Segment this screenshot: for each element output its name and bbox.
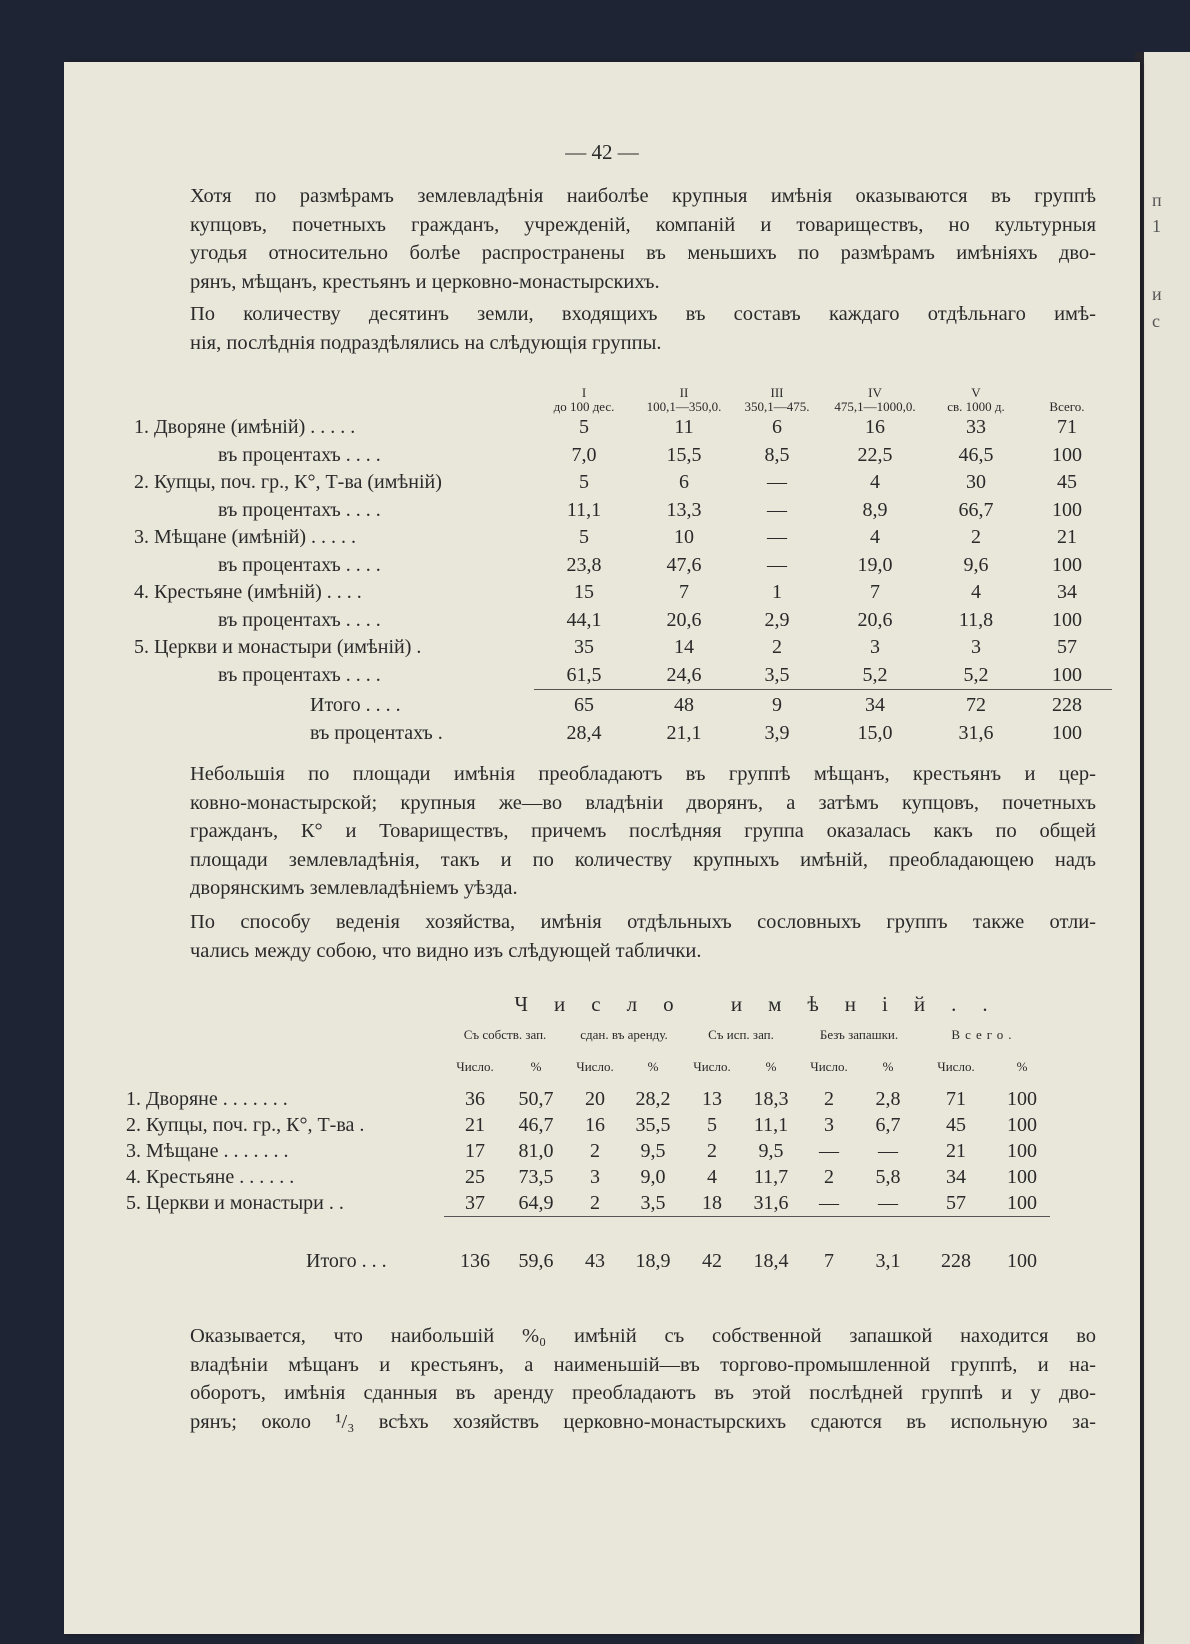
table-cell: 4: [870, 471, 880, 494]
table-cell: 2: [772, 636, 782, 659]
table-cell: 100: [1007, 1165, 1037, 1188]
table-cell: 9,0: [640, 1165, 666, 1188]
sub-header: Число.: [937, 1059, 975, 1074]
table-cell: 100: [1052, 498, 1082, 521]
sub-header: %: [765, 1059, 777, 1074]
table-cell: 21: [1057, 526, 1077, 549]
table-header: [134, 378, 1112, 414]
table-cell: 59,6: [518, 1249, 554, 1272]
table-cell: 2: [590, 1191, 600, 1214]
table-cell: 3,5: [640, 1191, 666, 1214]
table-cell: —: [878, 1191, 898, 1214]
row-label: 5. Церкви и монастыри . .: [126, 1191, 344, 1214]
table-cell: 7: [870, 581, 880, 604]
group-header: Съ исп. зап.: [708, 1027, 774, 1042]
table-cell: 10: [674, 526, 694, 549]
sub-header: %: [1016, 1059, 1028, 1074]
table-cell: 5: [579, 526, 589, 549]
table-cell: 7,0: [571, 443, 597, 466]
text-line: площади землевладѣнія, такъ и по количеству крупныхъ имѣній, преобладающею надъ: [190, 848, 1096, 871]
text-line: рянъ; около ¹/₃ всѣхъ хозяйствъ церковно-монастырскихъ сдаются въ испольную за-: [190, 1410, 1096, 1433]
table-cell: 28,4: [566, 721, 602, 744]
sub-header: Число.: [576, 1059, 614, 1074]
group-header: Безъ запашки.: [819, 1027, 899, 1042]
table-cell: 64,9: [518, 1191, 554, 1214]
table-cell: 17: [465, 1139, 485, 1162]
table-cell: —: [878, 1139, 898, 1162]
table-cell: 100: [1007, 1113, 1037, 1136]
table-cell: 100: [1007, 1249, 1037, 1272]
table-row: [134, 579, 1112, 607]
table-cell: 13: [702, 1087, 722, 1110]
table-cell: 30: [966, 471, 986, 494]
col-header: Всего.: [1049, 399, 1085, 414]
table-cell: 100: [1007, 1087, 1037, 1110]
page-number: — 42 —: [565, 140, 639, 164]
document-page: [64, 62, 1140, 1634]
table-cell: 11,8: [958, 608, 994, 631]
group-header: Съ собств. зап.: [463, 1027, 547, 1042]
table-cell: 100: [1007, 1191, 1037, 1214]
table-cell: 5,2: [963, 663, 989, 686]
paragraph-5: [144, 1322, 1096, 1436]
table-cell: 3: [971, 636, 981, 659]
table-row: [134, 414, 1112, 442]
table-cell: 34: [1057, 581, 1077, 604]
table-cell: 22,5: [857, 443, 893, 466]
table-cell: 4: [870, 526, 880, 549]
table-cell: 11,1: [753, 1113, 789, 1136]
table-group-header: [126, 1022, 1050, 1048]
table-row: [126, 1164, 1050, 1190]
table-cell: 3,9: [764, 721, 790, 744]
table-cell: 11,1: [566, 498, 602, 521]
table-cell: 5: [707, 1113, 717, 1136]
text-line: купцовъ, почетныхъ гражданъ, учрежденій, компаній и товариществъ, но культурныя: [190, 213, 1096, 236]
table-cell: 73,5: [518, 1165, 554, 1188]
table-cell: 20,6: [857, 608, 893, 631]
table-cell: 9,5: [640, 1139, 666, 1162]
col-header: III 350,1—475.: [744, 385, 810, 414]
table-cell: 19,0: [857, 553, 893, 576]
row-label: въ процентахъ . . . .: [218, 664, 381, 686]
table-cell: 35,5: [635, 1113, 671, 1136]
table-cell: 48: [674, 694, 694, 717]
text-line: Оказывается, что наибольшій %₀ имѣній съ собственной запашкой находится во: [190, 1325, 1096, 1347]
table-cell: 34: [946, 1165, 966, 1188]
row-label: 5. Церкви и монастыри (имѣній) .: [134, 636, 422, 659]
row-label: 3. Мѣщане . . . . . . .: [126, 1139, 289, 1162]
table-cell: 57: [1057, 636, 1077, 659]
table-cell: 13,3: [666, 498, 702, 521]
table-cell: 21: [946, 1139, 966, 1162]
table-row: [134, 552, 1112, 580]
table-cell: 18,3: [753, 1087, 789, 1110]
row-label: въ процентахъ . . . .: [218, 553, 381, 576]
table-rule: [126, 1217, 1050, 1244]
table-cell: 35: [574, 636, 594, 659]
table-cell: 81,0: [518, 1139, 554, 1162]
text-line: По количеству десятинъ земли, входящихъ въ составъ каждаго отдѣльнаго имѣ-: [190, 303, 1096, 325]
table-cell: 28,2: [635, 1087, 671, 1110]
row-label: въ процентахъ . . . .: [218, 498, 381, 521]
total-row: [134, 720, 1112, 748]
table-cell: 46,7: [518, 1113, 554, 1136]
table-cell: 3,5: [764, 663, 790, 686]
table-cell: 57: [946, 1191, 966, 1214]
table-cell: —: [819, 1191, 839, 1214]
table-cell: 228: [941, 1249, 971, 1272]
table-row: [134, 607, 1112, 635]
table-cell: 65: [574, 694, 594, 717]
table-subheader: [126, 1048, 1050, 1086]
table-cell: 71: [1057, 416, 1077, 439]
table-cell: 6,7: [875, 1113, 901, 1136]
table-cell: 15: [574, 581, 594, 604]
row-label: въ процентахъ . . . .: [218, 443, 381, 466]
table-cell: —: [767, 498, 787, 521]
table-cell: 4: [707, 1165, 717, 1188]
text-line: Хотя по размѣрамъ землевладѣнія наиболѣе крупныя имѣнія оказываются въ группѣ: [190, 185, 1096, 207]
row-label: 3. Мѣщане (имѣній) . . . . .: [134, 526, 357, 549]
table-cell: 100: [1052, 721, 1082, 744]
table-cell: 228: [1052, 694, 1082, 717]
table-cell: 3,1: [875, 1249, 901, 1272]
text-line: дворянскимъ землевладѣніемъ уѣзда.: [190, 877, 518, 899]
table-cell: 6: [679, 471, 689, 494]
text-line: гражданъ, К° и Товариществъ, причемъ послѣдняя группа оказалась какъ по общей: [190, 820, 1096, 842]
table-cell: 9,6: [963, 553, 989, 576]
total-row: [134, 692, 1112, 720]
text-line: чались между собою, что видно изъ слѣдующей таблички.: [190, 939, 702, 962]
table-cell: 4: [971, 581, 981, 604]
table-cell: 2,8: [875, 1087, 901, 1110]
table-row: [134, 497, 1112, 525]
table-cell: 8,9: [862, 498, 888, 521]
table-cell: 23,8: [566, 553, 602, 576]
row-label: въ процентахъ .: [310, 721, 443, 744]
table-cell: 2: [590, 1139, 600, 1162]
total-row: [126, 1243, 1050, 1279]
row-label: 4. Крестьяне (имѣній) . . . .: [134, 581, 362, 604]
row-label: Итого . . .: [306, 1249, 387, 1272]
table-cell: 31,6: [958, 721, 994, 744]
table-cell: 46,5: [958, 443, 994, 466]
table-cell: 16: [585, 1113, 605, 1136]
table-cell: 100: [1052, 608, 1082, 631]
table-cell: 18,4: [753, 1249, 789, 1272]
col-header: IV 475,1—1000,0.: [834, 385, 916, 414]
table-cell: 37: [465, 1191, 485, 1214]
text-line: ковно-монастырской; крупныя же—во владѣніи дворянъ, а затѣмъ купцовъ, почетныхъ: [190, 791, 1096, 814]
table-cell: 5: [579, 471, 589, 494]
table-cell: 2: [824, 1165, 834, 1188]
text-line: По способу веденія хозяйства, имѣнія отдѣльныхъ сословныхъ группъ также отли-: [190, 911, 1096, 933]
paragraph-3: [144, 760, 1096, 903]
table-cell: 3: [870, 636, 880, 659]
table-row: [126, 1086, 1050, 1112]
table-cell: —: [767, 553, 787, 576]
table-cell: 15,5: [666, 443, 702, 466]
table-cell: 15,0: [857, 721, 893, 744]
next-page-edge: [1144, 52, 1190, 1644]
paragraph-4: [144, 908, 1096, 965]
table-cell: 20,6: [666, 608, 702, 631]
col-header: V св. 1000 д.: [947, 385, 1005, 414]
table-cell: 3: [824, 1113, 834, 1136]
table-cell: 20: [585, 1087, 605, 1110]
next-page-fragment: с: [1152, 311, 1160, 331]
text-line: владѣніи мѣщанъ и крестьянъ, а наименьшій—въ торгово-промышленной группѣ, и на-: [190, 1353, 1096, 1376]
paragraph-2: [144, 300, 1096, 357]
table-cell: 2: [824, 1087, 834, 1110]
table-cell: 2,9: [764, 608, 790, 631]
table-cell: 5: [579, 416, 589, 439]
table-cell: 5,8: [875, 1165, 901, 1188]
table-cell: 5,2: [862, 663, 888, 686]
sub-header: %: [530, 1059, 542, 1074]
col-header: II 100,1—350,0.: [646, 385, 722, 414]
table-cell: 18: [702, 1191, 722, 1214]
row-label: 2. Купцы, поч. гр., К°, Т-ва (имѣній): [134, 471, 442, 494]
table-cell: 24,6: [666, 663, 702, 686]
table-cell: 45: [946, 1113, 966, 1136]
table-cell: 21: [465, 1113, 485, 1136]
table-cell: 14: [674, 636, 694, 659]
next-page-fragment: и: [1152, 284, 1162, 304]
table-cell: 25: [465, 1165, 485, 1188]
group-header: сдан. въ аренду.: [580, 1027, 668, 1042]
row-label: 4. Крестьяне . . . . . .: [126, 1165, 295, 1188]
table-row: [126, 1138, 1050, 1164]
paragraph-1: [144, 182, 1096, 296]
table-cell: 6: [772, 416, 782, 439]
table-cell: 136: [460, 1249, 490, 1272]
row-label: Итого . . . .: [310, 694, 401, 717]
table-cell: 66,7: [958, 498, 994, 521]
next-page-fragment: 1: [1152, 216, 1161, 236]
table-cell: 31,6: [753, 1191, 789, 1214]
table-cell: 43: [585, 1249, 605, 1272]
table-cell: 33: [966, 416, 986, 439]
table-cell: 34: [865, 694, 885, 717]
table-cell: 47,6: [666, 553, 702, 576]
table-cell: 100: [1052, 553, 1082, 576]
table-cell: 1: [772, 581, 782, 604]
table-cell: 44,1: [566, 608, 602, 631]
sub-header: Число.: [456, 1059, 494, 1074]
table-cell: 36: [465, 1087, 485, 1110]
table-cell: —: [767, 471, 787, 494]
sub-header: %: [647, 1059, 659, 1074]
table-cell: 8,5: [764, 443, 790, 466]
table2-title: Число имѣній..: [514, 992, 1014, 1016]
text-line: угодья относительно болѣе распространены въ меньшихъ по размѣрамъ имѣніяхъ дво-: [190, 242, 1096, 264]
table-cell: 100: [1052, 663, 1082, 686]
table-cell: 2: [971, 526, 981, 549]
row-label: 1. Дворяне . . . . . . .: [126, 1087, 288, 1110]
land-groups-table: [134, 378, 1112, 747]
col-header: I до 100 дес.: [553, 385, 615, 414]
group-header: Всего.: [951, 1027, 1017, 1042]
text-line: Небольшія по площади имѣнія преобладаютъ въ группѣ мѣщанъ, крестьянъ и цер-: [190, 763, 1096, 785]
table-row: [134, 662, 1112, 690]
text-line: нія, послѣднія подраздѣлялись на слѣдующія группы.: [190, 331, 662, 354]
row-label: 1. Дворяне (имѣній) . . . . .: [134, 416, 356, 439]
table-cell: 11,7: [753, 1165, 789, 1188]
table-cell: 71: [946, 1087, 966, 1110]
table-cell: 9: [772, 694, 782, 717]
table-row: [126, 1112, 1050, 1138]
table-cell: 61,5: [566, 663, 602, 686]
table-cell: 2: [707, 1139, 717, 1162]
text-line: рянъ, мѣщанъ, крестьянъ и церковно-монастырскихъ.: [190, 270, 660, 293]
farming-method-table: [126, 1022, 1050, 1279]
sub-header: Число.: [693, 1059, 731, 1074]
table-cell: 18,9: [635, 1249, 671, 1272]
table-cell: —: [767, 526, 787, 549]
table-cell: 3: [590, 1165, 600, 1188]
table-row: [134, 469, 1112, 497]
sub-header: Число.: [810, 1059, 848, 1074]
text-line: оборотъ, имѣнія сданныя въ аренду преобладаютъ въ этой послѣдней группѣ и у дво-: [190, 1382, 1096, 1404]
table-cell: 45: [1057, 471, 1077, 494]
row-label: 2. Купцы, поч. гр., К°, Т-ва .: [126, 1113, 365, 1136]
table-cell: 7: [824, 1249, 834, 1272]
table-row: [134, 524, 1112, 552]
table-cell: 21,1: [666, 721, 702, 744]
table-cell: —: [819, 1139, 839, 1162]
table-cell: 11: [674, 416, 694, 439]
table-cell: 100: [1052, 443, 1082, 466]
table-cell: 16: [865, 416, 885, 439]
table-row: [126, 1190, 1050, 1217]
table-cell: 100: [1007, 1139, 1037, 1162]
table-cell: 50,7: [518, 1087, 554, 1110]
table-row: [134, 634, 1112, 662]
sub-header: %: [882, 1059, 894, 1074]
table-cell: 72: [966, 694, 986, 717]
next-page-fragment: п: [1152, 190, 1162, 210]
row-label: въ процентахъ . . . .: [218, 608, 381, 631]
table-cell: 7: [679, 581, 689, 604]
table-cell: 9,5: [758, 1139, 784, 1162]
table-cell: 42: [702, 1249, 722, 1272]
table-row: [134, 442, 1112, 470]
